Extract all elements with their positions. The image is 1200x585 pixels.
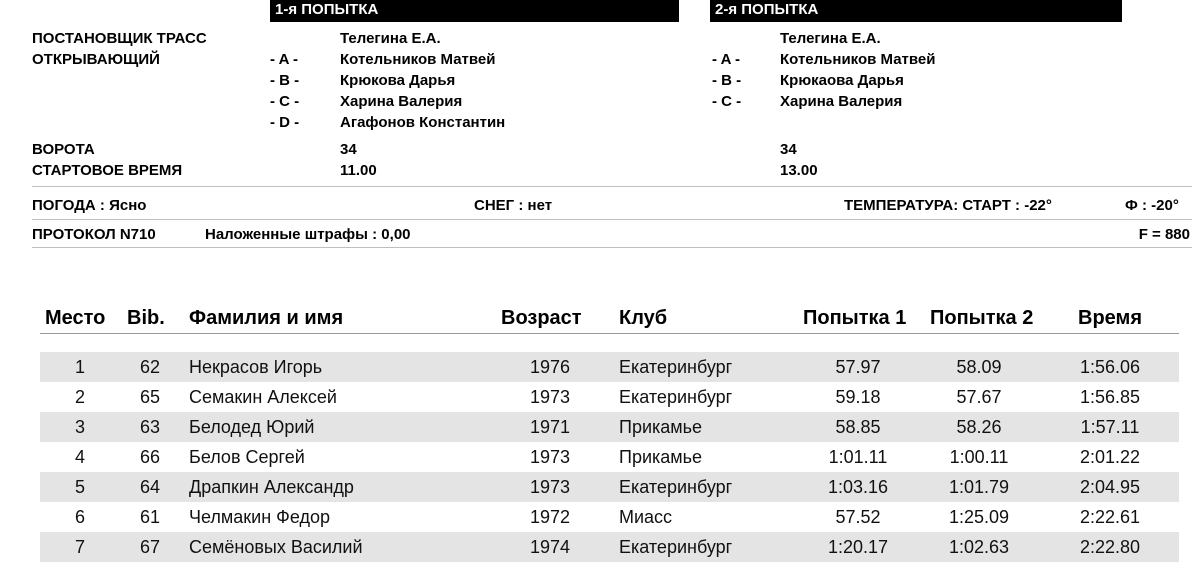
run2-cell: 58.09: [956, 357, 1002, 377]
col-header-bib: Bib.: [127, 307, 165, 329]
year-cell: 1971: [529, 417, 570, 437]
run1-forerunner-name: Агафонов Константин: [340, 114, 506, 131]
run2-gates: 34: [780, 141, 797, 158]
bib-cell: 65: [139, 387, 161, 407]
run1-cell: 1:03.16: [827, 477, 889, 497]
table-header-rule: [40, 333, 1179, 334]
divider: [32, 247, 1192, 248]
name-cell: Драпкин Александр: [189, 477, 354, 497]
run1-start-time: 11.00: [340, 162, 377, 179]
run2-forerunner-name: Крюкаова Дарья: [780, 72, 904, 89]
table-row: [40, 472, 1179, 502]
bib-cell: 62: [139, 357, 161, 377]
name-cell: Челмакин Федор: [189, 507, 330, 527]
divider: [32, 219, 1192, 220]
time-cell: 1:56.06: [1079, 357, 1141, 377]
name-cell: Некрасов Игорь: [189, 357, 323, 377]
run1-forerunner-code: - C -: [270, 93, 300, 110]
col-header-name: Фамилия и имя: [189, 307, 344, 329]
table-row: [40, 352, 1179, 382]
weather: ПОГОДА : Ясно: [32, 197, 147, 214]
year-cell: 1974: [529, 537, 570, 557]
time-cell: 1:56.85: [1079, 387, 1141, 407]
forerunner-label: ОТКРЫВАЮЩИЙ: [32, 51, 160, 68]
club-cell: Екатеринбург: [619, 477, 733, 497]
run1-cell: 58.85: [835, 417, 881, 437]
snow: СНЕГ : нет: [474, 197, 553, 214]
bib-cell: 61: [139, 507, 161, 527]
club-cell: Екатеринбург: [619, 387, 733, 407]
year-cell: 1973: [529, 477, 570, 497]
run2-header-bar: 2-я ПОПЫТКА: [710, 0, 1122, 22]
club-cell: Екатеринбург: [619, 537, 733, 557]
run2-cell: 1:01.79: [948, 477, 1010, 497]
place-cell: 7: [74, 537, 85, 557]
time-cell: 2:04.95: [1079, 477, 1141, 497]
start-time-label: СТАРТОВОЕ ВРЕМЯ: [32, 162, 183, 179]
run2-forerunner-code: - B -: [712, 72, 742, 89]
f-value: F = 880: [1138, 226, 1190, 243]
run2-forerunner-name: Харина Валерия: [780, 93, 903, 110]
place-cell: 1: [74, 357, 85, 377]
run1-forerunner-code: - A -: [270, 51, 299, 68]
run2-start-time: 13.00: [780, 162, 818, 179]
run1-cell: 57.97: [835, 357, 881, 377]
time-cell: 1:57.11: [1080, 417, 1140, 437]
divider: [32, 186, 1192, 187]
year-cell: 1973: [529, 387, 570, 407]
run1-cell: 1:01.11: [828, 447, 888, 467]
run1-cell: 57.52: [835, 507, 881, 527]
col-header-club: Клуб: [619, 307, 668, 329]
run2-cell: 1:02.63: [948, 537, 1010, 557]
club-cell: Миасс: [619, 507, 673, 527]
run1-gates: 34: [340, 141, 357, 158]
table-row: [40, 412, 1179, 442]
place-cell: 6: [74, 507, 85, 527]
temperature-start: ТЕМПЕРАТУРА: СТАРТ : -22°: [844, 197, 1052, 214]
place-cell: 2: [74, 387, 85, 407]
table-row: [40, 532, 1179, 562]
run2-cell: 57.67: [956, 387, 1002, 407]
bib-cell: 64: [139, 477, 161, 497]
course-setter-label: ПОСТАНОВЩИК ТРАСС: [32, 30, 207, 47]
year-cell: 1973: [529, 447, 570, 467]
run1-forerunner-name: Котельников Матвей: [340, 51, 496, 68]
run2-cell: 58.26: [956, 417, 1002, 437]
place-cell: 3: [74, 417, 85, 437]
club-cell: Прикамье: [619, 417, 703, 437]
place-cell: 5: [74, 477, 85, 497]
applied-penalty: Наложенные штрафы : 0,00: [205, 226, 411, 243]
name-cell: Белов Сергей: [189, 447, 305, 467]
table-row: [40, 442, 1179, 472]
run2-cell: 1:00.11: [949, 447, 1009, 467]
table-row: [40, 382, 1179, 412]
run1-cell: 59.18: [835, 387, 881, 407]
bib-cell: 63: [139, 417, 161, 437]
name-cell: Семёновых Василий: [189, 537, 363, 557]
place-cell: 4: [74, 447, 85, 467]
bib-cell: 66: [139, 447, 161, 467]
run2-cell: 1:25.09: [948, 507, 1010, 527]
col-header-run1: Попытка 1: [803, 307, 907, 329]
club-cell: Прикамье: [619, 447, 703, 467]
run2-forerunner-name: Котельников Матвей: [780, 51, 936, 68]
run2-course-setter: Телегина Е.А.: [780, 30, 881, 47]
run1-forerunner-name: Крюкова Дарья: [340, 72, 456, 89]
gates-label: ВОРОТА: [32, 141, 95, 158]
name-cell: Белодед Юрий: [189, 417, 315, 437]
col-header-year: Возраст: [501, 307, 582, 329]
year-cell: 1976: [529, 357, 570, 377]
col-header-run2: Попытка 2: [930, 307, 1034, 329]
col-header-place: Место: [45, 307, 106, 329]
run1-forerunner-code: - D -: [270, 114, 300, 131]
col-header-time: Время: [1078, 307, 1142, 329]
run2-forerunner-code: - C -: [712, 93, 742, 110]
run1-course-setter: Телегина Е.А.: [340, 30, 441, 47]
run2-forerunner-code: - A -: [712, 51, 741, 68]
run1-forerunner-code: - B -: [270, 72, 300, 89]
table-row: [40, 502, 1179, 532]
protocol-number: ПРОТОКОЛ N710: [32, 226, 156, 243]
time-cell: 2:22.80: [1079, 537, 1141, 557]
run1-forerunner-name: Харина Валерия: [340, 93, 463, 110]
time-cell: 2:22.61: [1079, 507, 1141, 527]
name-cell: Семакин Алексей: [189, 387, 337, 407]
temperature-finish: Ф : -20°: [1125, 197, 1179, 214]
run1-header-bar: 1-я ПОПЫТКА: [270, 0, 679, 22]
time-cell: 2:01.22: [1079, 447, 1141, 467]
run1-cell: 1:20.17: [827, 537, 889, 557]
bib-cell: 67: [139, 537, 161, 557]
year-cell: 1972: [529, 507, 570, 527]
club-cell: Екатеринбург: [619, 357, 733, 377]
